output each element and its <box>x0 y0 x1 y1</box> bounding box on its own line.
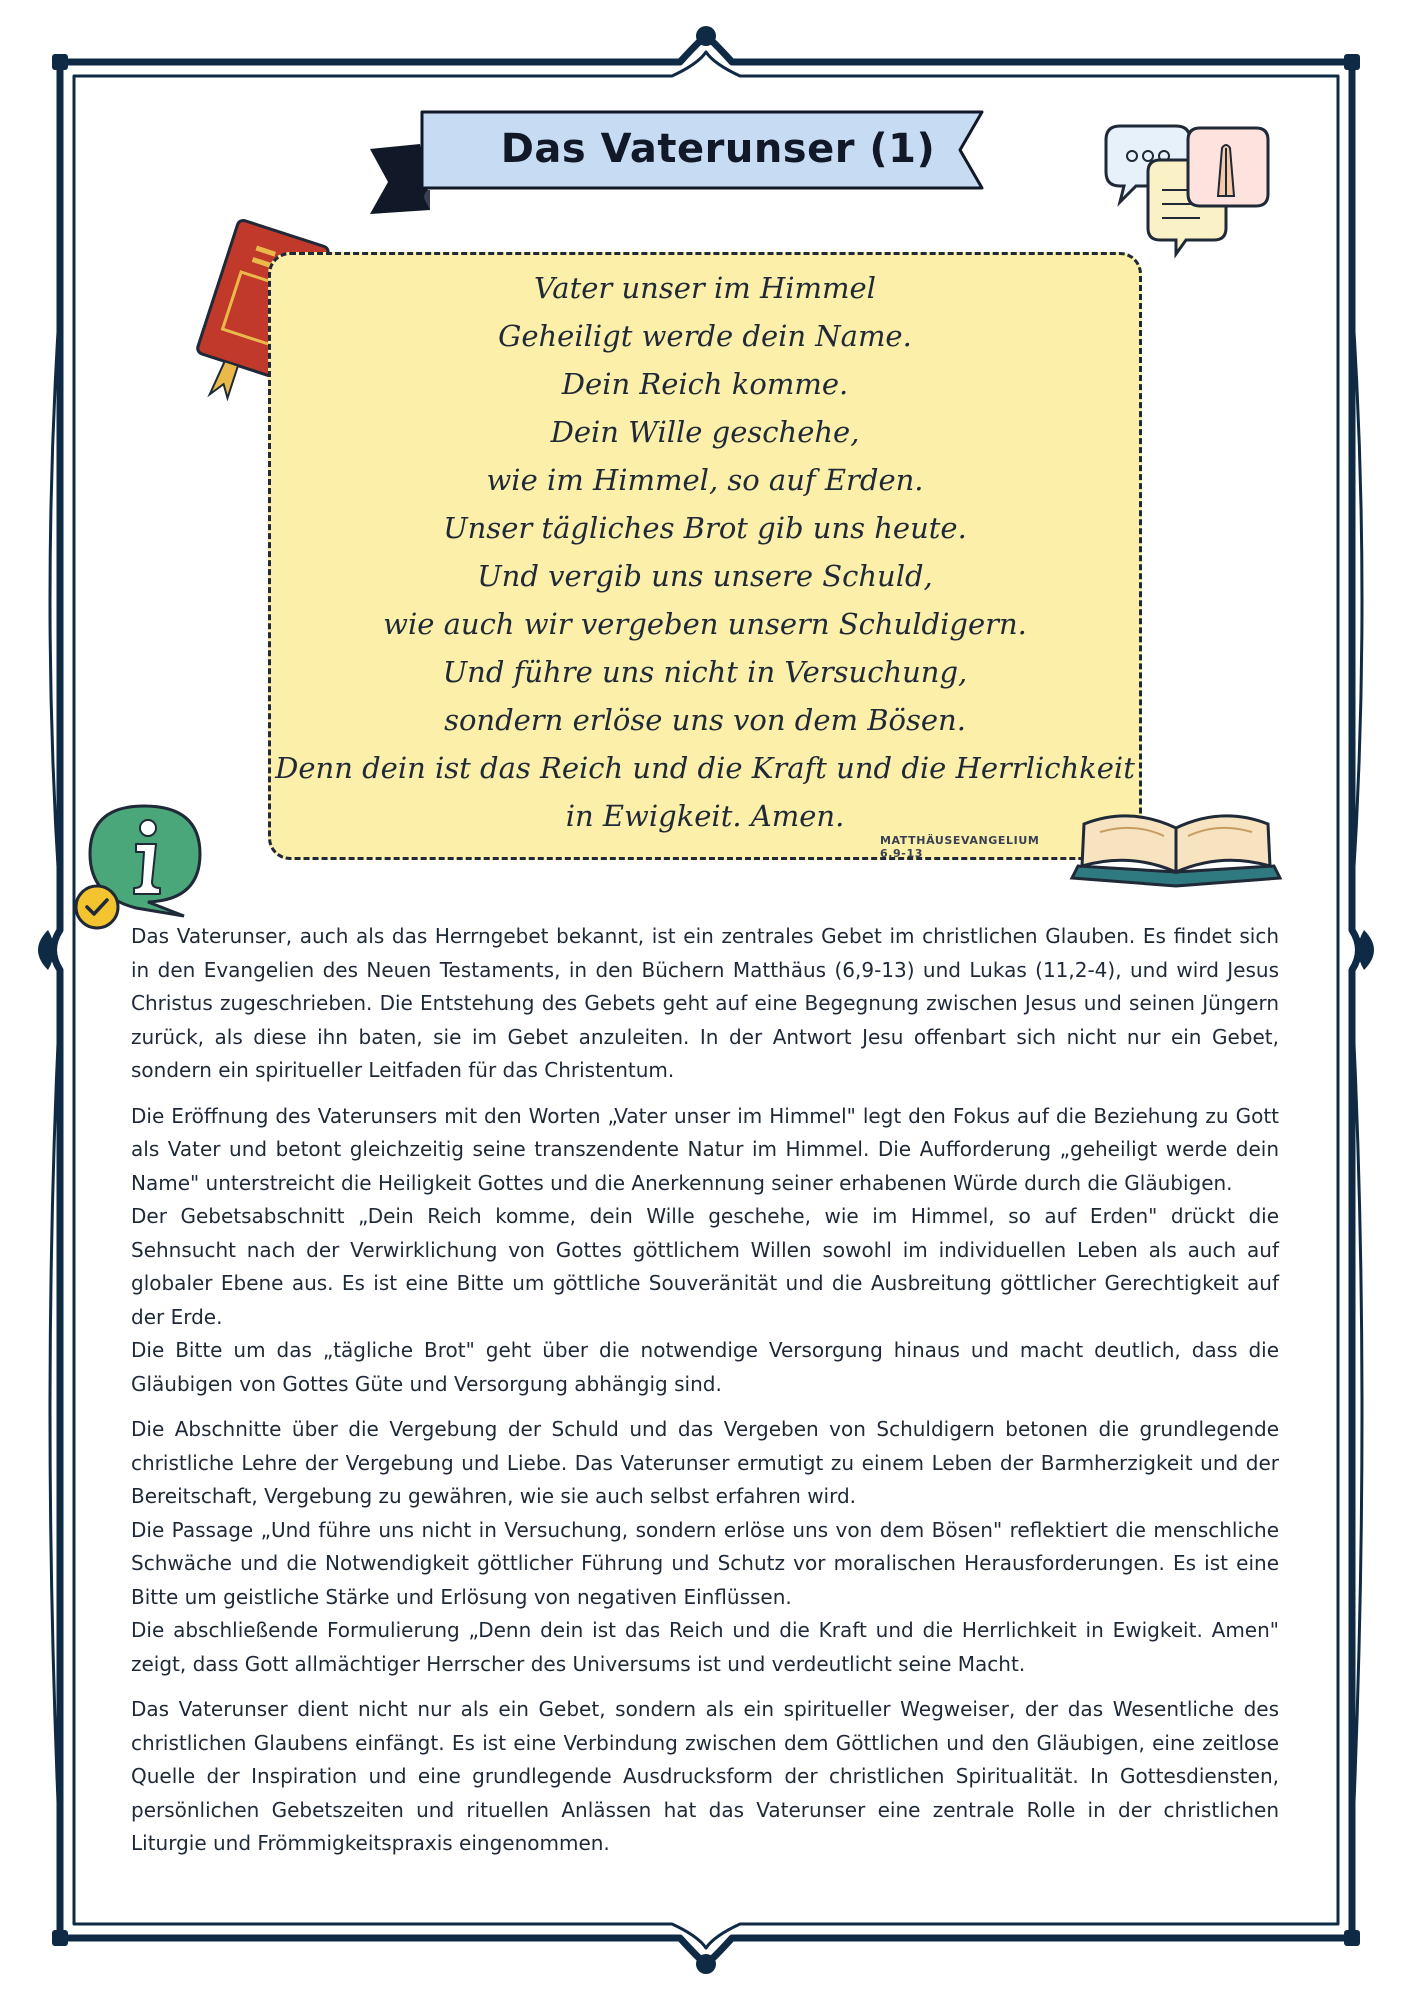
body-paragraph: Die Eröffnung des Vaterunsers mit den Worten „Vater unser im Himmel" legt den Fokus auf die Beziehung zu Gott als Vater und betont gleichzeitig seine transzendente Natur im Himmel. Die Aufforderung „geheiligt werde dein Name" unterstreicht die Heiligkeit Gottes und die Anerkennung seiner erhabenen Würde durch die Gläubigen. <box>131 1103 1279 1195</box>
prayer-line: Unser tägliches Brot gib uns heute. <box>443 511 967 545</box>
body-paragraph: Die abschließende Formulierung „Denn dein ist das Reich und die Kraft und die Herrlichkeit in Ewigkeit. Amen" zeigt, dass Gott allmächtiger Herrscher des Universums ist und verdeutlicht seine Macht. <box>131 1618 1279 1676</box>
page-title: Das Vaterunser (1) <box>500 126 936 172</box>
bible-source: MATTHÄUSEVANGELIUM 6,9-13 <box>880 834 1040 860</box>
prayer-speech-bubbles-icon <box>1096 120 1276 260</box>
prayer-lines <box>268 264 1142 840</box>
body-paragraph: Der Gebetsabschnitt „Dein Reich komme, dein Wille geschehe, wie im Himmel, so auf Erden" drückt die Sehnsucht nach der Verwirklichung von Gottes göttlichem Willen sowohl im individuellen Leben als auch auf globaler Ebene aus. Es ist eine Bitte um göttliche Souveränität und die Ausbreitung göttlicher Gerechtigkeit auf der Erde. <box>131 1204 1279 1329</box>
open-book-icon <box>1064 800 1288 890</box>
prayer-line: in Ewigkeit. Amen. <box>565 799 845 833</box>
check-badge-icon <box>72 882 122 932</box>
body-paragraph: Die Abschnitte über die Vergebung der Schuld und das Vergeben von Schuldigern betonen die grundlegende christliche Lehre der Vergebung und Liebe. Das Vaterunser ermutigt zu einem Leben der Barmherzigkeit und der Bereitschaft, Vergebung zu gewähren, wie sie auch selbst erfahren wird. <box>131 1417 1279 1508</box>
prayer-line: Dein Reich komme. <box>561 367 849 401</box>
prayer-line: wie im Himmel, so auf Erden. <box>486 463 924 497</box>
body-text <box>131 920 1279 1873</box>
body-paragraph: Das Vaterunser, auch als das Herrngebet bekannt, ist ein zentrales Gebet im christlichen Glauben. Es findet sich in den Evangelien des Neuen Testaments, in den Büchern Matthäus (6,9-13) und Lukas (11,2-4), und wird Jesus Christus zugeschrieben. Die Entstehung des Gebets geht auf eine Begegnung zwischen Jesus und seinen Jüngern zurück, als diese ihn baten, sie im Gebet anzuleiten. In der Antwort Jesu offenbart sich nicht nur ein Gebet, sondern ein spiritueller Leitfaden für das Christentum. <box>131 924 1279 1082</box>
prayer-line: Denn dein ist das Reich und die Kraft und die Herrlichkeit <box>275 751 1135 785</box>
prayer-line: Vater unser im Himmel <box>534 271 876 305</box>
body-paragraph: Das Vaterunser dient nicht nur als ein Gebet, sondern als ein spiritueller Wegweiser, der das Wesentliche des christlichen Glaubens einfängt. Es ist eine Verbindung zwischen dem Göttlichen und den Gläubigen, eine zeitlose Quelle der Inspiration und eine grundlegende Ausdrucksform der christlichen Spiritualität. In Gottesdiensten, persönlichen Gebetszeiten und rituellen Anlässen hat das Vaterunser eine zentrale Rolle in der christlichen Liturgie und Frömmigkeitspraxis eingenommen. <box>131 1697 1279 1855</box>
prayer-line: wie auch wir vergeben unsern Schuldigern. <box>383 607 1027 641</box>
body-paragraph: Die Passage „Und führe uns nicht in Versuchung, sondern erlöse uns von dem Bösen" reflektiert die menschliche Schwäche und die Notwendigkeit göttlicher Führung und Schutz vor moralischen Herausforderungen. Es ist eine Bitte um geistliche Stärke und Erlösung von negativen Einflüssen. <box>131 1517 1279 1609</box>
body-paragraph: Die Bitte um das „tägliche Brot" geht über die notwendige Versorgung hinaus und macht deutlich, dass die Gläubigen von Gottes Güte und Versorgung abhängig sind. <box>131 1338 1279 1396</box>
prayer-line: sondern erlöse uns von dem Bösen. <box>444 703 966 737</box>
prayer-line: Dein Wille geschehe, <box>550 415 860 449</box>
prayer-line: Geheiligt werde dein Name. <box>498 319 912 353</box>
prayer-line: Und führe uns nicht in Versuchung, <box>442 655 968 689</box>
prayer-line: Und vergib uns unsere Schuld, <box>477 559 933 593</box>
